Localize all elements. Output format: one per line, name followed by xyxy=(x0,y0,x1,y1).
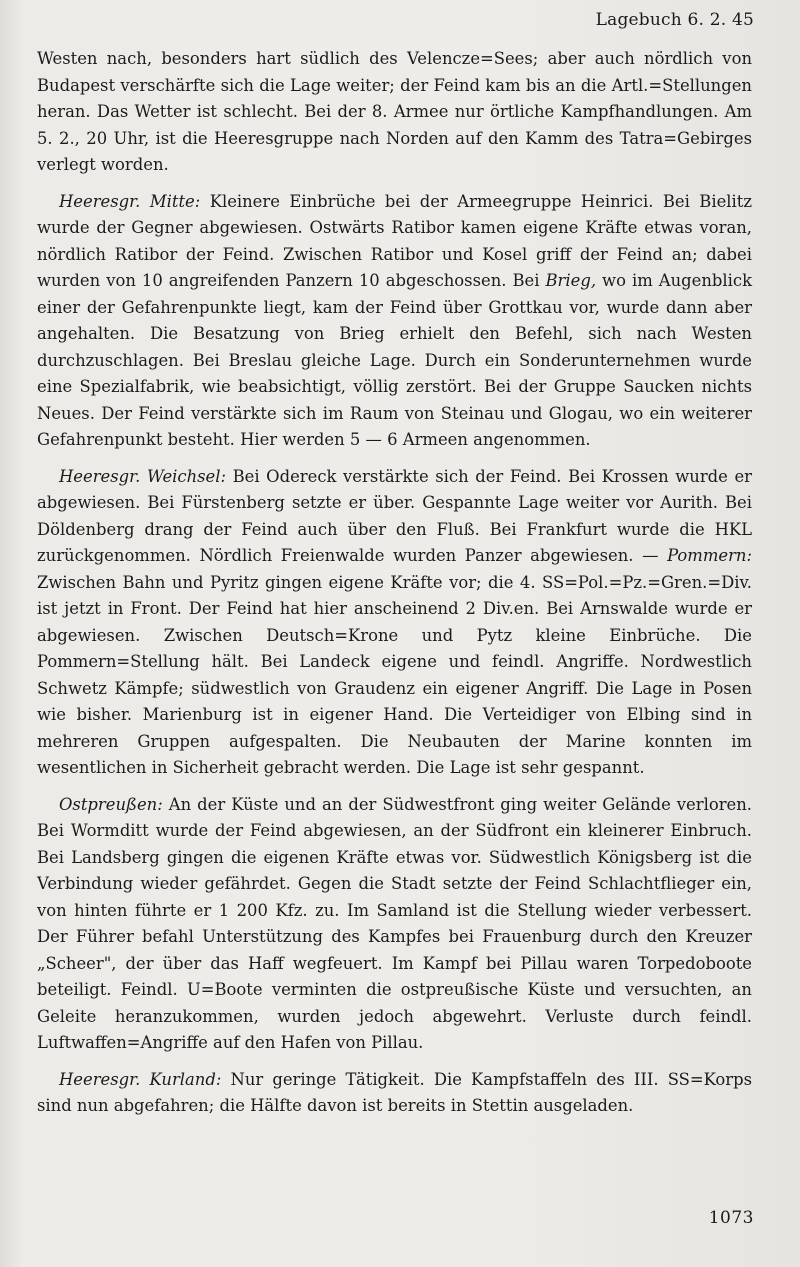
section-label-pommern: Pommern: xyxy=(667,546,752,565)
page-number: 1073 xyxy=(708,1208,754,1228)
paragraph-text: wo im Augenblick einer der Gefahrenpunkte liegt, kam der Feind über Grottkau vor, wurde dann aber angehalten. Die Besatzung von Brieg erhielt den Befehl, sich nach Westen durchzuschlagen. Bei Breslau gleiche Lage. Durch ein Sonderunternehmen wurde eine Spezialfabrik, wie beabsichtigt, völlig zerstört. Bei der Gruppe Saucken nichts Neues. Der Feind verstärkte sich im Raum von Steinau und Glogau, wo ein weiterer Gefahrenpunkt besteht. Hier werden 5 — 6 Armeen angenommen. xyxy=(37,271,753,449)
place-label-brieg: Brieg, xyxy=(545,271,597,290)
section-label-kurland: Heeresgr. Kurland: xyxy=(59,1069,222,1089)
paragraph-text: Westen nach, besonders hart südlich des Velencze=Sees; aber auch nördlich von Budapest verschärfte sich die Lage weiter; der Feind kam bis an die Artl.=Stellungen heran. Das Wetter ist schlecht. Bei der 8. Armee nur örtliche Kampfhandlungen. Am 5. 2., 20 Uhr, ist die Heeresgruppe nach Norden auf den Kamm des Tatra=Gebirges verlegt worden. xyxy=(37,49,752,174)
section-label-ostpreussen: Ostpreußen: xyxy=(59,794,163,814)
paragraph-text: Nur geringe Tätigkeit. Die Kampfstaffeln des III. SS=Korps sind nun abgefahren; die Hälfte davon ist bereits in Stettin ausgeladen. xyxy=(37,1069,753,1115)
paragraph-text: Bei Odereck verstärkte sich der Feind. Bei Krossen wurde er abgewiesen. Bei Fürstenberg setzte er über. Gespannte Lage weiter vor Aurith. Bei Döldenberg drang der Feind auch über den Fluß. Bei Frankfurt wurde die HKL zurückgenommen. Nördlich Freienwalde wurden Panzer abgewiesen. — xyxy=(37,466,752,565)
paragraph-ostpreussen xyxy=(37,792,752,1057)
paragraph-heeresgruppe-mitte xyxy=(37,189,752,454)
paragraph-heeresgruppe-kurland xyxy=(37,1067,752,1120)
paragraph-text: An der Küste und an der Südwestfront ging weiter Gelände verloren. Bei Wormditt wurde der Feind abgewiesen, an der Südfront ein kleinerer Einbruch. Bei Landsberg gingen die eigenen Kräfte etwas vor. Südwestlich Königsberg ist die Verbindung wieder gefährdet. Gegen die Stadt setzte der Feind Schlachtflieger ein, von hinten führte er 1 200 Kfz. zu. Im Samland ist die Stellung wieder verbessert. Der Führer befahl Unterstützung des Kampfes bei Frauenburg durch den Kreuzer „Scheer", der über das Haff wegfeuert. Im Kampf bei Pillau waren Torpedoboote beteiligt. Feindl. U=Boote verminten die ostpreußische Küste und versuchten, an Geleite heranzukommen, wurden jedoch abgewehrt. Verluste durch feindl. Luftwaffen=Angriffe auf den Hafen von Pillau. xyxy=(37,794,752,1052)
section-label-mitte: Heeresgr. Mitte: xyxy=(59,191,201,211)
paragraph-budapest xyxy=(37,46,752,179)
body-text xyxy=(37,46,752,1130)
running-head: Lagebuch 6. 2. 45 xyxy=(595,10,754,30)
section-label-weichsel: Heeresgr. Weichsel: xyxy=(59,466,227,486)
paragraph-text: Zwischen Bahn und Pyritz gingen eigene Kräfte vor; die 4. SS=Pol.=Pz.=Gren.=Div. ist jetzt in Front. Der Feind hat hier anscheinend 2 Div.en. Bei Arnswalde wurde er abgewiesen. Zwischen Deutsch=Krone und Pytz kleine Einbrüche. Die Pommern=Stellung hält. Bei Landeck eigene und feindl. Angriffe. Nordwestlich Schwetz Kämpfe; südwestlich von Graudenz ein eigener Angriff. Die Lage in Posen wie bisher. Marienburg ist in eigener Hand. Die Verteidiger von Elbing sind in mehreren Gruppen aufgespalten. Die Neubauten der Marine konnten im wesentlichen in Sicherheit gebracht werden. Die Lage ist sehr gespannt. xyxy=(37,572,752,777)
paragraph-heeresgruppe-weichsel xyxy=(37,464,752,782)
paragraph-text: Kleinere Einbrüche bei der Armeegruppe Heinrici. Bei Bielitz wurde der Gegner abgewiesen. Ostwärts Ratibor kamen eigene Kräfte etwas voran, nördlich Ratibor der Feind. Zwischen Ratibor und Kosel griff der Feind an; dabei wurden von 10 angreifenden Panzern 10 abgeschossen. Bei xyxy=(37,191,752,290)
